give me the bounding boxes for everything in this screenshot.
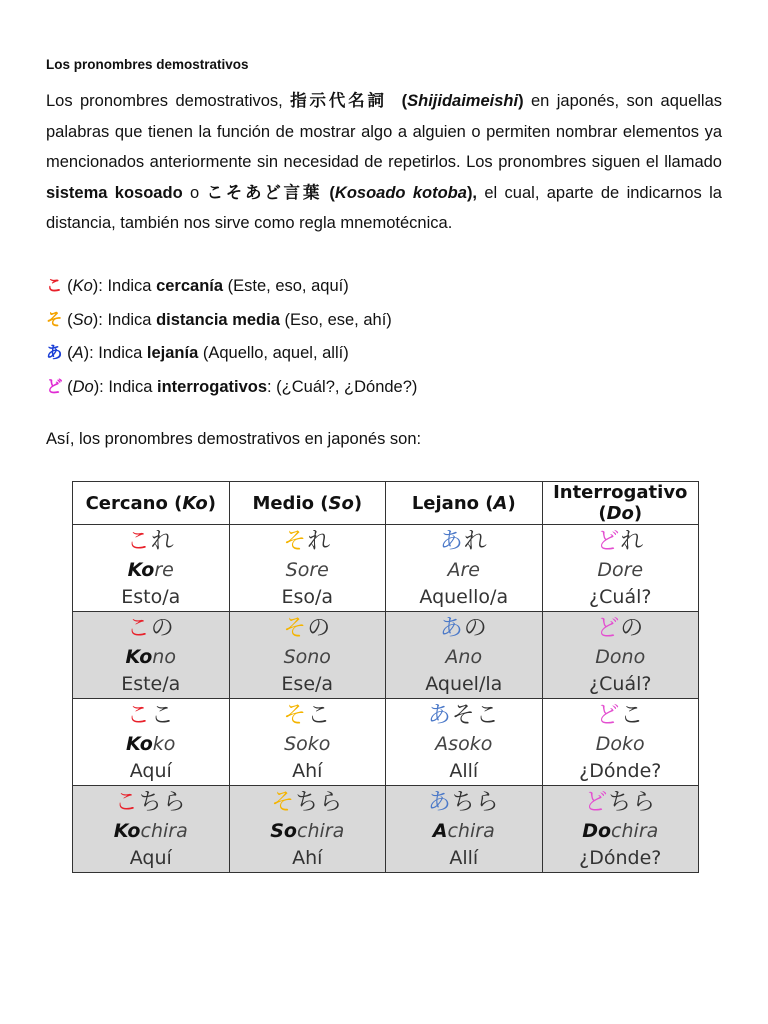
header-a: Lejano (A) bbox=[386, 482, 543, 525]
header-so: Medio (So) bbox=[229, 482, 386, 525]
list-rest: : (¿Cuál?, ¿Dónde?) bbox=[267, 377, 418, 396]
list-romaji: Do bbox=[72, 377, 94, 396]
table-cell bbox=[386, 525, 543, 612]
cell-romaji: Asoko bbox=[435, 733, 493, 755]
list-kana: あ bbox=[46, 344, 63, 362]
intro-kosoado-jp: こそあど言葉 bbox=[206, 183, 323, 202]
cell-meaning: Aquello/a bbox=[419, 586, 509, 608]
cell-kana: ここ bbox=[126, 702, 175, 728]
cell-meaning: ¿Dónde? bbox=[579, 847, 662, 869]
list-rest: (Aquello, aquel, allí) bbox=[202, 344, 349, 362]
table-cell bbox=[73, 525, 230, 612]
table-cell bbox=[542, 525, 699, 612]
intro-text-2: en japonés, son aquellas palabras que tienen la función de mostrar algo a alguien o permiten nombrar elementos ya mencionados anteriormente sin necesidad de repetirlos. Los pronombres siguen el llamado bbox=[46, 92, 723, 171]
intro-paren-open: ( bbox=[401, 92, 408, 110]
list-item bbox=[46, 371, 417, 405]
list-bold: distancia media bbox=[156, 310, 280, 329]
list-romaji: A bbox=[72, 344, 84, 362]
list-kana: そ bbox=[46, 310, 63, 329]
table-cell bbox=[229, 612, 386, 699]
list-item bbox=[46, 337, 417, 371]
cell-kana: あちら bbox=[427, 789, 500, 815]
cell-kana: どの bbox=[596, 615, 645, 641]
cell-meaning: ¿Cuál? bbox=[589, 586, 652, 608]
cell-kana: あれ bbox=[439, 528, 488, 554]
intro-text-1: Los pronombres demostrativos, bbox=[46, 92, 283, 110]
intro-paren-close: ) bbox=[518, 92, 524, 110]
intro-romaji: Shijidaimeishi bbox=[407, 92, 519, 110]
cell-romaji: Dochira bbox=[582, 820, 659, 842]
cell-kana: これ bbox=[126, 528, 175, 554]
list-mid: ): Indica bbox=[92, 310, 152, 329]
cell-romaji: Dore bbox=[597, 559, 644, 581]
cell-romaji: Doko bbox=[595, 733, 645, 755]
cell-meaning: ¿Dónde? bbox=[579, 760, 662, 782]
table-cell bbox=[386, 612, 543, 699]
table-row bbox=[73, 612, 699, 699]
table-header-row bbox=[73, 482, 699, 525]
list-open: ( bbox=[67, 344, 73, 362]
cell-romaji: Kono bbox=[125, 646, 176, 668]
intro-kanji: 指示代名詞 bbox=[290, 92, 387, 110]
summary-text: Así, los pronombres demostrativos en japonés son: bbox=[46, 430, 422, 448]
intro-o: o bbox=[190, 183, 200, 202]
list-item bbox=[46, 304, 417, 338]
cell-romaji: Kochira bbox=[113, 820, 188, 842]
list-mid: ): Indica bbox=[83, 344, 143, 362]
cell-romaji: Dono bbox=[595, 646, 646, 668]
cell-kana: どこ bbox=[596, 702, 645, 728]
table-cell bbox=[229, 525, 386, 612]
list-bold: cercanía bbox=[156, 277, 224, 295]
cell-romaji: Sore bbox=[285, 559, 329, 581]
cell-meaning: Ese/a bbox=[281, 673, 334, 695]
kosoado-list bbox=[46, 270, 417, 404]
cell-romaji: Koko bbox=[126, 733, 176, 755]
list-item bbox=[46, 270, 417, 304]
list-mid: ): Indica bbox=[92, 277, 152, 295]
list-mid: ): Indica bbox=[93, 377, 153, 396]
list-rest: (Eso, ese, ahí) bbox=[284, 310, 392, 329]
table-cell bbox=[229, 786, 386, 873]
table-cell bbox=[542, 699, 699, 786]
cell-meaning: Eso/a bbox=[281, 586, 334, 608]
intro-kosoado-romaji: Kosoado kotoba bbox=[334, 183, 467, 202]
intro-text-3: el cual, aparte de indicarnos la distancia, también nos sirve como regla mnemotécnica. bbox=[46, 183, 722, 232]
cell-kana: そちら bbox=[271, 789, 344, 815]
cell-kana: どれ bbox=[596, 528, 645, 554]
table-cell bbox=[73, 699, 230, 786]
section-heading: Los pronombres demostrativos bbox=[46, 57, 249, 72]
cell-kana: あそこ bbox=[427, 702, 500, 728]
list-rest: (Este, eso, aquí) bbox=[227, 277, 349, 295]
demonstratives-table bbox=[72, 481, 699, 873]
cell-romaji: Sono bbox=[283, 646, 331, 668]
cell-kana: その bbox=[283, 615, 332, 641]
cell-meaning: Allí bbox=[449, 760, 479, 782]
cell-romaji: Soko bbox=[284, 733, 331, 755]
list-bold: interrogativos bbox=[156, 377, 268, 396]
cell-kana: そこ bbox=[283, 702, 332, 728]
table-cell bbox=[542, 786, 699, 873]
intro-kosoado-close: ), bbox=[466, 183, 478, 202]
cell-romaji: Kore bbox=[127, 559, 174, 581]
header-ko: Cercano (Ko) bbox=[73, 482, 230, 525]
list-open: ( bbox=[67, 377, 73, 396]
list-bold: lejanía bbox=[146, 344, 199, 362]
list-romaji: So bbox=[72, 310, 93, 329]
cell-meaning: Ahí bbox=[292, 760, 323, 782]
table-cell bbox=[386, 786, 543, 873]
cell-romaji: Sochira bbox=[270, 820, 345, 842]
list-kana: こ bbox=[46, 277, 63, 295]
list-open: ( bbox=[67, 310, 73, 329]
cell-kana: どちら bbox=[584, 789, 657, 815]
cell-kana: あの bbox=[439, 615, 488, 641]
cell-romaji: Achira bbox=[432, 820, 495, 842]
cell-meaning: Allí bbox=[449, 847, 479, 869]
cell-kana: この bbox=[126, 615, 175, 641]
list-kana: ど bbox=[46, 377, 63, 396]
table-cell bbox=[386, 699, 543, 786]
list-romaji: Ko bbox=[72, 277, 93, 295]
header-do: Interrogativo (Do) bbox=[542, 482, 699, 525]
intro-paragraph bbox=[46, 86, 722, 239]
cell-meaning: Este/a bbox=[121, 673, 181, 695]
cell-meaning: Aquí bbox=[129, 760, 172, 782]
table-cell bbox=[73, 786, 230, 873]
list-open: ( bbox=[67, 277, 73, 295]
table-cell bbox=[542, 612, 699, 699]
cell-meaning: Ahí bbox=[292, 847, 323, 869]
cell-romaji: Ano bbox=[445, 646, 483, 668]
table-cell bbox=[229, 699, 386, 786]
cell-meaning: Aquel/la bbox=[425, 673, 503, 695]
cell-kana: こちら bbox=[114, 789, 187, 815]
table-row bbox=[73, 786, 699, 873]
table-row bbox=[73, 525, 699, 612]
cell-kana: それ bbox=[283, 528, 332, 554]
cell-meaning: Esto/a bbox=[121, 586, 181, 608]
cell-romaji: Are bbox=[447, 559, 480, 581]
table-cell bbox=[73, 612, 230, 699]
intro-sistema: sistema kosoado bbox=[46, 183, 183, 202]
cell-meaning: Aquí bbox=[129, 847, 172, 869]
intro-kosoado-open: ( bbox=[329, 183, 335, 202]
table-row bbox=[73, 699, 699, 786]
cell-meaning: ¿Cuál? bbox=[589, 673, 652, 695]
